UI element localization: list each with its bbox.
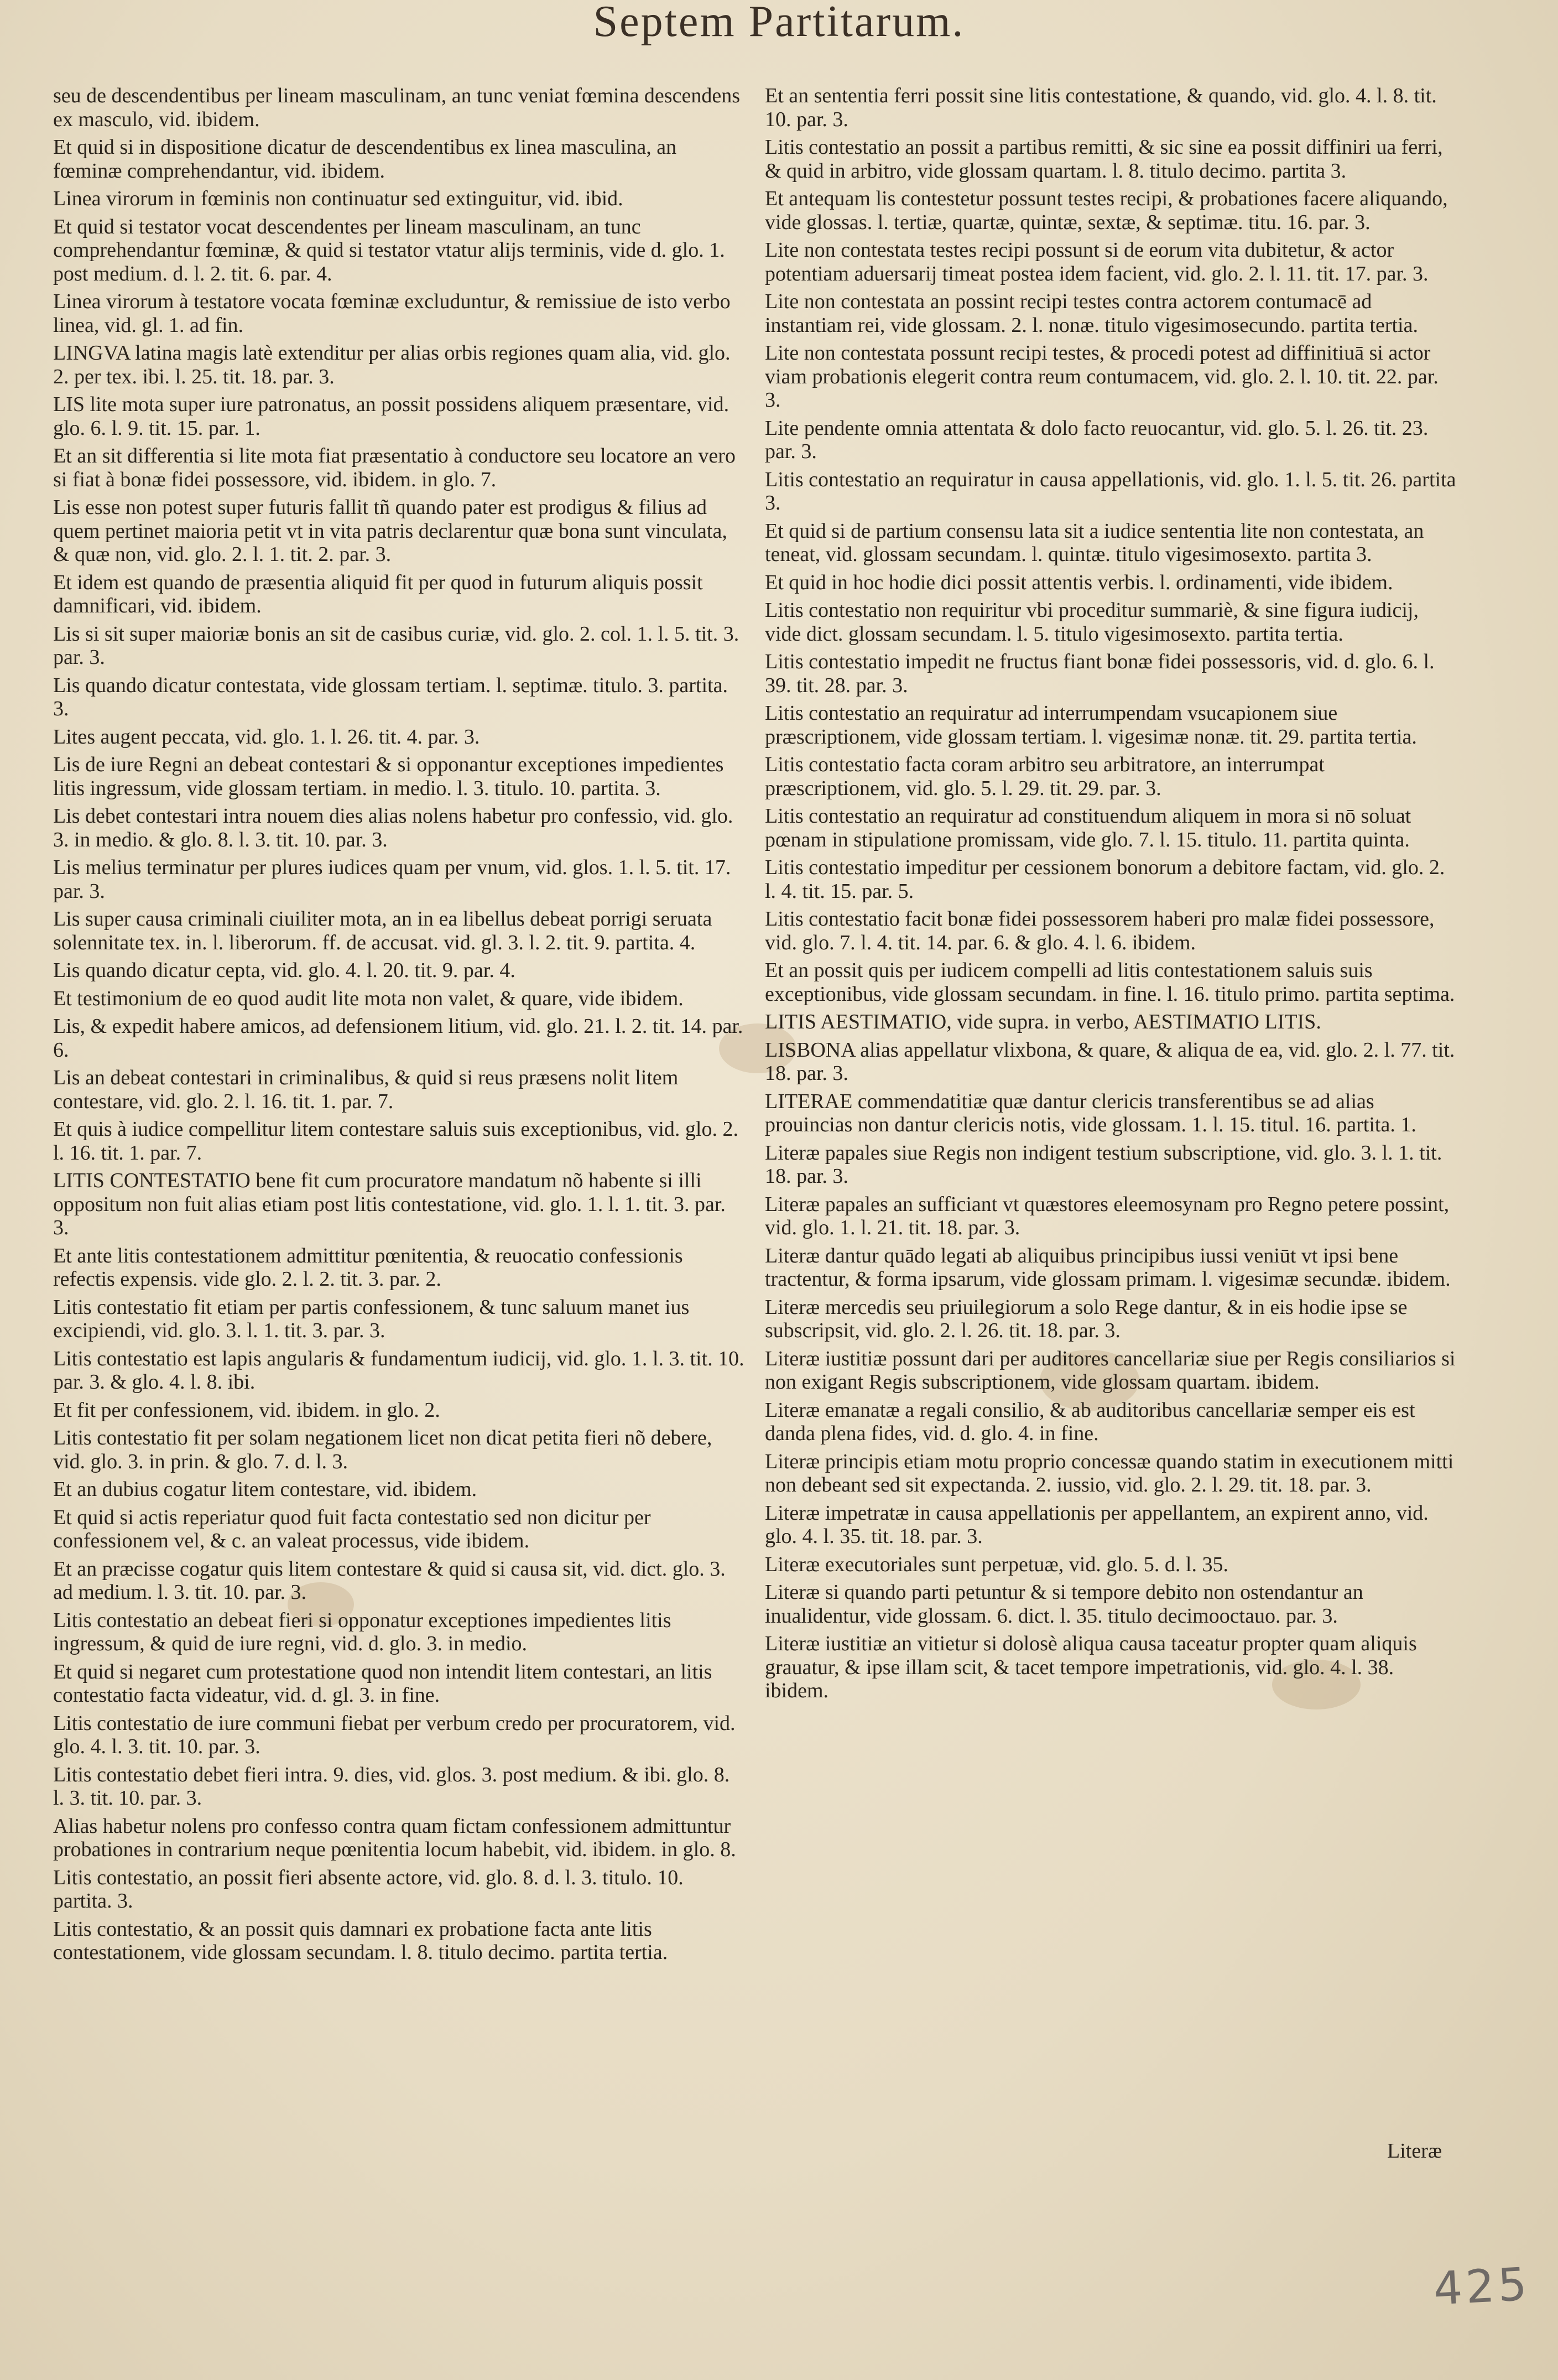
index-entry: Literæ iustitiæ possunt dari per auditores cancellariæ siue per Regis consiliarios si non exigant Regis subscriptionem, vide glossam quartam. ibidem.: [765, 1347, 1456, 1394]
index-entry: Litis contestatio an possit a partibus remitti, & sic sine ea possit diffiniri ua ferri, & quid in arbitro, vide glossam quartam. l. 8. titulo decimo. partita 3.: [765, 136, 1443, 183]
index-entry: Lis de iure Regni an debeat contestari & si opponantur exceptiones impedientes litis ingressum, vide glossam tertiam. in medio. l. 3. titulo. 10. partita. 3.: [53, 753, 724, 800]
index-entry: Alias habetur nolens pro confesso contra quam fictam confessionem admittuntur probationes in contrarium neque pœnitentia locum habebit, vid. ibidem. in glo. 8.: [53, 1814, 736, 1861]
index-entry: Litis contestatio debet fieri intra. 9. dies, vid. glos. 3. post medium. & ibi. glo. 8. l. 3. tit. 10. par. 3.: [53, 1763, 730, 1810]
index-entry: Litis contestatio est lapis angularis & fundamentum iudicij, vid. glo. 1. l. 3. tit. 10. par. 3. & glo. 4. l. 8. ibi.: [53, 1347, 744, 1394]
index-entry: Et an sit differentia si lite mota fiat præsentatio à conductore seu locatore an vero si fiat à bonæ fidei possessore, vid. ibidem. in glo. 7.: [53, 444, 736, 491]
index-entry: Literæ emanatæ a regali consilio, & ab auditoribus cancellariæ semper eis est danda plena fides, vid. d. glo. 4. in fine.: [765, 1398, 1415, 1445]
index-entry: Litis contestatio impeditur per cessionem bonorum a debitore factam, vid. glo. 2. l. 4. tit. 15. par. 5.: [765, 856, 1445, 903]
index-entry: Litis contestatio fit etiam per partis confessionem, & tunc saluum manet ius excipiendi, vid. glo. 3. l. 1. tit. 3. par. 3.: [53, 1295, 690, 1342]
index-entry: Literæ impetratæ in causa appellationis per appellantem, an expirent anno, vid. glo. 4. l. 35. tit. 18. par. 3.: [765, 1501, 1429, 1548]
index-entry: Et antequam lis contestetur possunt testes recipi, & probationes facere aliquando, vide glossas. l. tertiæ, quartæ, quintæ, sextæ, & septimæ. titu. 16. par. 3.: [765, 187, 1448, 234]
index-entry: Et quid in hoc hodie dici possit attentis verbis. l. ordinamenti, vide ibidem.: [765, 570, 1393, 594]
index-entry: Lis, & expedit habere amicos, ad defensionem litium, vid. glo. 21. l. 2. tit. 14. par. 6.: [53, 1015, 743, 1062]
index-entry: Lis si sit super maioriæ bonis an sit de casibus curiæ, vid. glo. 2. col. 1. l. 5. tit. 3. par. 3.: [53, 622, 739, 669]
index-entry: Lis an debeat contestari in criminalibus, & quid si reus præsens nolit litem contestare, vid. glo. 2. l. 16. tit. 1. par. 7.: [53, 1066, 679, 1113]
running-head: Septem Partitarum.: [593, 0, 965, 46]
index-entry: Et an sententia ferri possit sine litis contestatione, & quando, vid. glo. 4. l. 8. tit. 10. par. 3.: [765, 84, 1437, 131]
index-entry: Linea virorum à testatore vocata fœminæ excluduntur, & remissiue de isto verbo linea, vid. gl. 1. ad fin.: [53, 290, 731, 337]
index-entry: Litis contestatio an requiratur ad interrumpendam vsucapionem siue præscriptionem, vide glossam tertiam. l. vigesimæ nonæ. tit. 29. partita tertia.: [765, 701, 1417, 749]
index-entry: Literæ mercedis seu priuilegiorum a solo Rege dantur, & in eis hodie ipse se subscripsit, vid. glo. 2. l. 26. tit. 18. par. 3.: [765, 1295, 1408, 1342]
index-entry: Lites augent peccata, vid. glo. 1. l. 26. tit. 4. par. 3.: [53, 725, 480, 749]
index-entry: Literæ si quando parti petuntur & si tempore debito non ostendantur an inualidentur, vide glossam. 6. dict. l. 35. titulo decimooctauo. par. 3.: [765, 1581, 1363, 1628]
index-entry: Literæ executoriales sunt perpetuæ, vid. glo. 5. d. l. 35.: [765, 1552, 1228, 1576]
index-entry: Litis contestatio, & an possit quis damnari ex probatione facta ante litis contestationem, vide glossam secundam. l. 8. titulo decimo. partita tertia.: [53, 1917, 668, 1964]
index-entry: Et quis à iudice compellitur litem contestare saluis suis exceptionibus, vid. glo. 2. l. 16. tit. 1. par. 7.: [53, 1118, 738, 1165]
index-entry: LITERAE commendatitiæ quæ dantur clericis transferentibus se ad alias prouincias non dantur clericis notis, vide glossam. 1. l. 15. titul. 16. partita. 1.: [765, 1089, 1416, 1136]
index-entry: Lis melius terminatur per plures iudices quam per vnum, vid. glos. 1. l. 5. tit. 17. par. 3.: [53, 856, 731, 903]
index-entry: Et quid si actis reperiatur quod fuit facta contestatio sed non dicitur per confessionem vel, & c. an valeat processus, vide ibidem.: [53, 1505, 651, 1552]
index-entry: Lis esse non potest super futuris fallit tñ quando pater est prodigus & filius ad quem pertinet maioria petit vt in vita patris declarentur quæ bona sunt vinculata, & quæ non, vid. glo. 2. l. 1. tit. 2. par. 3.: [53, 496, 727, 566]
index-entry: Litis contestatio, an possit fieri absente actore, vid. glo. 8. d. l. 3. titulo. 10. partita. 3.: [53, 1865, 684, 1913]
index-entry: Litis contestatio impedit ne fructus fiant bonæ fidei possessoris, vid. d. glo. 6. l. 39. tit. 28. par. 3.: [765, 650, 1435, 697]
index-entry: Litis contestatio an requiratur ad constituendum aliquem in mora si nō soluat pœnam in stipulatione promissam, vide glo. 7. l. 15. titulo. 11. partita quinta.: [765, 804, 1411, 851]
right-column: [765, 84, 1459, 1707]
index-entry: Litis contestatio an debeat fieri si opponatur exceptiones impedientes litis ingressum, & quid de iure regni, vid. d. glo. 3. in medio.: [53, 1608, 671, 1655]
index-entry: Et fit per confessionem, vid. ibidem. in glo. 2.: [53, 1398, 440, 1422]
index-entry: LISBONA alias appellatur vlixbona, & quare, & aliqua de ea, vid. glo. 2. l. 77. tit. 18. par. 3.: [765, 1038, 1455, 1085]
index-entry: Lite pendente omnia attentata & dolo facto reuocantur, vid. glo. 5. l. 26. tit. 23. par. 3.: [765, 416, 1429, 463]
index-entry: Et quid si negaret cum protestatione quod non intendit litem contestari, an litis contestatio facta videatur, vid. d. gl. 3. in fine.: [53, 1660, 712, 1707]
index-entry: Et an possit quis per iudicem compelli ad litis contestationem saluis suis exceptionibus, vide glossam secundam. in fine. l. 16. titulo primo. partita septima.: [765, 959, 1455, 1006]
index-entry: Litis contestatio an requiratur in causa appellationis, vid. glo. 1. l. 5. tit. 26. partita 3.: [765, 467, 1456, 515]
index-entry: Linea virorum in fœminis non continuatur sed extinguitur, vid. ibid.: [53, 187, 623, 210]
index-entry: Et ante litis contestationem admittitur pœnitentia, & reuocatio confessionis refectis expensis. vide glo. 2. l. 2. tit. 3. par. 2.: [53, 1244, 683, 1291]
index-entry: Lite non contestata an possint recipi testes contra actorem contumacē ad instantiam rei, vide glossam. 2. l. nonæ. titulo vigesimosecundo. partita tertia.: [765, 290, 1418, 337]
index-entry: Lis debet contestari intra nouem dies alias nolens habetur pro confessio, vid. glo. 3. in medio. & glo. 8. l. 3. tit. 10. par. 3.: [53, 804, 733, 851]
index-entry: Lis super causa criminali ciuiliter mota, an in ea libellus debeat porrigi seruata solennitate tex. in. l. liberorum. ff. de accusat. vid. gl. 3. l. 2. tit. 9. partita. 4.: [53, 907, 712, 954]
index-entry: Literæ papales siue Regis non indigent testium subscriptione, vid. glo. 3. l. 1. tit. 18. par. 3.: [765, 1141, 1442, 1188]
index-entry: Lis quando dicatur cepta, vid. glo. 4. l. 20. tit. 9. par. 4.: [53, 959, 515, 982]
index-entry: Et quid si in dispositione dicatur de descendentibus ex linea masculina, an fœminæ comprehendantur, vid. ibidem.: [53, 136, 677, 183]
index-entry: Litis contestatio fit per solam negationem licet non dicat petita fieri nõ debere, vid. glo. 3. in prin. & glo. 7. d. l. 3.: [53, 1426, 712, 1473]
index-entry: Lis quando dicatur contestata, vide glossam tertiam. l. septimæ. titulo. 3. partita. 3.: [53, 673, 728, 720]
index-entry: LITIS AESTIMATIO, vide supra. in verbo, AESTIMATIO LITIS.: [765, 1010, 1321, 1033]
index-entry: LINGVA latina magis latè extenditur per alias orbis regiones quam alia, vid. glo. 2. per tex. ibi. l. 25. tit. 18. par. 3.: [53, 341, 731, 388]
index-entry: Et idem est quando de præsentia aliquid fit per quod in futurum aliquis possit damnificari, vid. ibidem.: [53, 570, 703, 617]
index-entry: seu de descendentibus per lineam masculinam, an tunc veniat fœmina descendens ex masculo, vid. ibidem.: [53, 84, 740, 131]
index-entry: Literæ iustitiæ an vitietur si dolosè aliqua causa taceatur propter quam aliquis grauatur, & ipse illam scit, & tacet tempore impetrationis, vid. glo. 4. l. 38. ibidem.: [765, 1632, 1417, 1702]
index-entry: Et quid si de partium consensu lata sit a iudice sententia lite non contestata, an teneat, vid. glossam secundam. l. quintæ. titulo vigesimosexto. partita 3.: [765, 519, 1424, 566]
index-entry: Et quid si testator vocat descendentes per lineam masculinam, an tunc comprehendantur fœminæ, & quid si testator vtatur alijs terminis, vide d. glo. 1. post medium. d. l. 2. tit. 6. par. 4.: [53, 215, 725, 285]
index-entry: Lite non contestata testes recipi possunt si de eorum vita dubitetur, & actor potentiam aduersarij timeat postea idem facient, vid. glo. 2. l. 11. tit. 17. par. 3.: [765, 238, 1429, 285]
index-entry: Literæ dantur quādo legati ab aliquibus principibus iussi veniūt vt ipsi bene tractentur, & forma ipsarum, vide glossam primam. l. vigesimæ secundæ. ibidem.: [765, 1244, 1451, 1291]
folio-number: 425: [1432, 2258, 1531, 2316]
index-entry: Et an præcisse cogatur quis litem contestare & quid si causa sit, vid. dict. glo. 3. ad medium. l. 3. tit. 10. par. 3.: [53, 1557, 726, 1604]
index-entry: LITIS CONTESTATIO bene fit cum procuratore mandatum nõ habente si illi oppositum non fuit alias etiam post litis contestatione, vid. glo. 1. l. 1. tit. 3. par. 3.: [53, 1169, 726, 1239]
index-entry: Et testimonium de eo quod audit lite mota non valet, & quare, vide ibidem.: [53, 986, 684, 1010]
index-entry: Litis contestatio non requiritur vbi proceditur summariè, & sine figura iudicij, vide dict. glossam secundam. l. 5. titulo vigesimosexto. partita tertia.: [765, 599, 1419, 646]
index-entry: Litis contestatio facit bonæ fidei possessorem haberi pro malæ fidei possessore, vid. glo. 7. l. 4. tit. 14. par. 6. & glo. 4. l. 6. ibidem.: [765, 907, 1435, 954]
catchword: Literæ: [1387, 2139, 1442, 2163]
index-entry: Et an dubius cogatur litem contestare, vid. ibidem.: [53, 1478, 477, 1501]
index-entry: Litis contestatio facta coram arbitro seu arbitratore, an interrumpat præscriptionem, vid. glo. 5. l. 29. tit. 29. par. 3.: [765, 753, 1325, 800]
left-column: [53, 84, 744, 1969]
index-entry: Literæ papales an sufficiant vt quæstores eleemosynam pro Regno petere possint, vid. glo. 1. l. 21. tit. 18. par. 3.: [765, 1192, 1450, 1239]
index-entry: Literæ principis etiam motu proprio concessæ quando statim in executionem mitti non debeant sed sit expectanda. 2. iussio, vid. glo. 2. l. 29. tit. 18. par. 3.: [765, 1449, 1454, 1496]
index-entry: Lite non contestata possunt recipi testes, & procedi potest ad diffinitiuā si actor viam probationis elegerit contra reum contumacem, vid. glo. 2. l. 10. tit. 22. par. 3.: [765, 341, 1439, 412]
index-entry: LIS lite mota super iure patronatus, an possit possidens aliquem præsentare, vid. glo. 6. l. 9. tit. 15. par. 1.: [53, 393, 730, 440]
index-entry: Litis contestatio de iure communi fiebat per verbum credo per procuratorem, vid. glo. 4. l. 3. tit. 10. par. 3.: [53, 1711, 736, 1758]
